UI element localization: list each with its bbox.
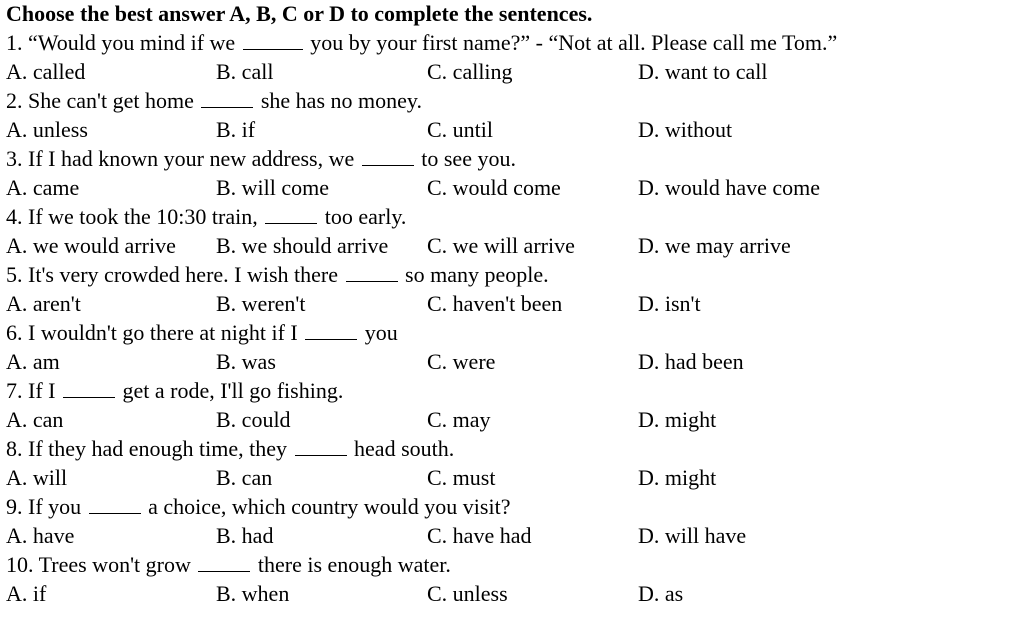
question-8	[6, 434, 1016, 463]
option-d: D. want to call	[638, 59, 768, 84]
worksheet	[6, 0, 1016, 608]
option-c: C. until	[427, 117, 494, 142]
question-2	[6, 86, 1016, 115]
options-row-9	[6, 521, 1016, 550]
question-text-before: 2. She can't get home	[6, 88, 194, 113]
option-b: B. we should arrive	[216, 233, 389, 258]
option-d: D. would have come	[638, 175, 821, 200]
question-text-before: 4. If we took the 10:30 train,	[6, 204, 258, 229]
option-a: A. if	[6, 581, 47, 606]
option-d: D. might	[638, 465, 717, 490]
question-text-after: too early.	[324, 204, 407, 229]
option-b: B. weren't	[216, 291, 306, 316]
option-c: C. may	[427, 407, 491, 432]
question-5	[6, 260, 1016, 289]
question-text-after: a choice, which country would you visit?	[148, 494, 511, 519]
question-text-before: 3. If I had known your new address, we	[6, 146, 355, 171]
instruction-heading: Choose the best answer A, B, C or D to complete the sentences.	[6, 1, 593, 26]
options-row-7	[6, 405, 1016, 434]
option-d: D. had been	[638, 349, 744, 374]
question-6	[6, 318, 1016, 347]
question-text-after: you	[364, 320, 398, 345]
options-row-2	[6, 115, 1016, 144]
options-row-1	[6, 57, 1016, 86]
question-10	[6, 550, 1016, 579]
question-text-before: 10. Trees won't grow	[6, 552, 191, 577]
option-c: C. calling	[427, 59, 513, 84]
answer-blank	[89, 495, 141, 514]
option-b: B. when	[216, 581, 290, 606]
question-1	[6, 28, 1016, 57]
question-3	[6, 144, 1016, 173]
option-a: A. we would arrive	[6, 233, 176, 258]
option-b: B. could	[216, 407, 291, 432]
question-text-before: 8. If they had enough time, they	[6, 436, 288, 461]
option-c: C. haven't been	[427, 291, 563, 316]
option-a: A. am	[6, 349, 60, 374]
answer-blank	[265, 205, 317, 224]
question-9	[6, 492, 1016, 521]
options-row-5	[6, 289, 1016, 318]
option-b: B. can	[216, 465, 273, 490]
question-text-after: you by your first name?” - “Not at all. Please call me Tom.”	[310, 30, 838, 55]
question-text-before: 1. “Would you mind if we	[6, 30, 236, 55]
question-text-before: 7. If I	[6, 378, 56, 403]
question-text-after: so many people.	[405, 262, 549, 287]
option-d: D. might	[638, 407, 717, 432]
question-7	[6, 376, 1016, 405]
question-text-after: head south.	[354, 436, 455, 461]
option-c: C. unless	[427, 581, 508, 606]
options-row-3	[6, 173, 1016, 202]
option-a: A. called	[6, 59, 86, 84]
option-c: C. we will arrive	[427, 233, 575, 258]
answer-blank	[346, 263, 398, 282]
answer-blank	[201, 89, 253, 108]
answer-blank	[295, 437, 347, 456]
option-a: A. will	[6, 465, 68, 490]
option-d: D. we may arrive	[638, 233, 791, 258]
question-text-before: 6. I wouldn't go there at night if I	[6, 320, 298, 345]
option-b: B. was	[216, 349, 276, 374]
option-a: A. have	[6, 523, 75, 548]
answer-blank	[198, 553, 250, 572]
question-text-before: 5. It's very crowded here. I wish there	[6, 262, 339, 287]
answer-blank	[63, 379, 115, 398]
option-c: C. must	[427, 465, 496, 490]
option-b: B. call	[216, 59, 274, 84]
option-d: D. as	[638, 581, 684, 606]
question-text-after: there is enough water.	[257, 552, 451, 577]
answer-blank	[243, 31, 303, 50]
option-b: B. if	[216, 117, 256, 142]
option-b: B. will come	[216, 175, 330, 200]
option-a: A. can	[6, 407, 64, 432]
option-a: A. unless	[6, 117, 88, 142]
option-a: A. aren't	[6, 291, 81, 316]
option-a: A. came	[6, 175, 80, 200]
option-c: C. would come	[427, 175, 561, 200]
question-4	[6, 202, 1016, 231]
question-text-after: get a rode, I'll go fishing.	[122, 378, 344, 403]
options-row-4	[6, 231, 1016, 260]
options-row-8	[6, 463, 1016, 492]
option-c: C. were	[427, 349, 496, 374]
question-text-after: to see you.	[421, 146, 516, 171]
question-list	[6, 28, 1016, 608]
question-text-after: she has no money.	[260, 88, 422, 113]
option-c: C. have had	[427, 523, 532, 548]
option-b: B. had	[216, 523, 274, 548]
answer-blank	[305, 321, 357, 340]
options-row-10	[6, 579, 1016, 608]
answer-blank	[362, 147, 414, 166]
option-d: D. isn't	[638, 291, 701, 316]
question-text-before: 9. If you	[6, 494, 82, 519]
option-d: D. will have	[638, 523, 747, 548]
options-row-6	[6, 347, 1016, 376]
option-d: D. without	[638, 117, 733, 142]
